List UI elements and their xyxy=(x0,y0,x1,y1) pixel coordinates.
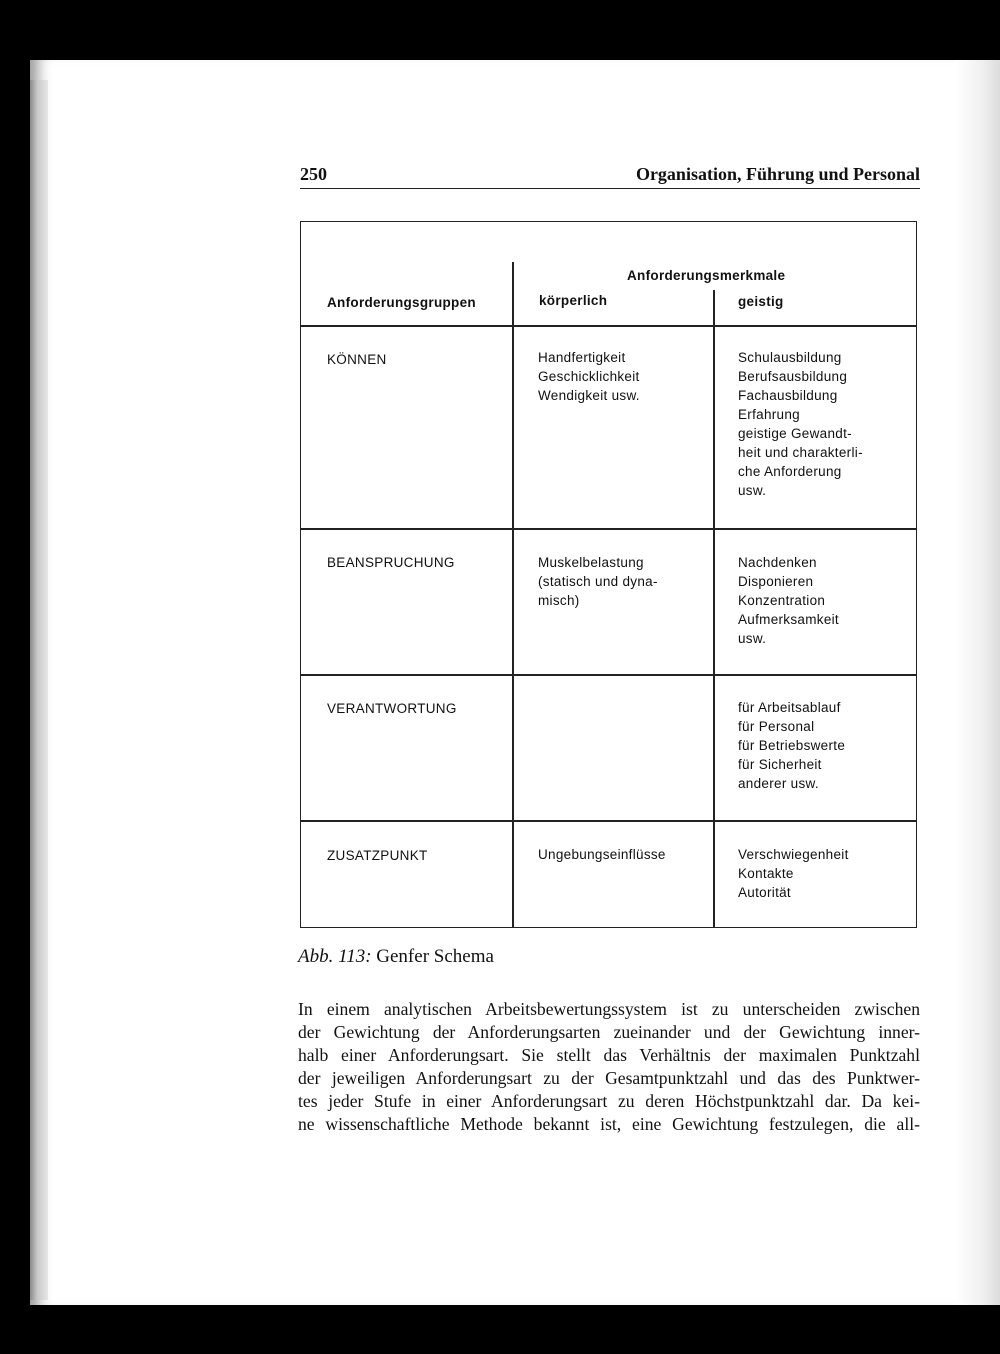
figure-caption xyxy=(298,946,494,968)
paragraph-line: ne wissenschaftliche Methode bekannt ist, eine Gewichtung festzulegen, die all- xyxy=(298,1114,920,1134)
row-koennen-koerperlich xyxy=(538,348,640,405)
running-header xyxy=(300,160,920,190)
paragraph-line: tes jeder Stufe in einer Anforderungsart zu deren Höchstpunktzahl dar. Da kei- xyxy=(298,1091,920,1111)
row-group-beanspruchung: BEANSPRUCHUNG xyxy=(327,555,455,570)
row-verantwortung-geistig xyxy=(738,698,845,793)
list-item: che Anforderung xyxy=(738,464,842,479)
list-item: anderer usw. xyxy=(738,776,819,791)
list-item: Handfertigkeit xyxy=(538,350,626,365)
list-item: Disponieren xyxy=(738,574,814,589)
list-item: Konzentration xyxy=(738,593,826,608)
list-item: Wendigkeit usw. xyxy=(538,388,640,403)
body-paragraph xyxy=(298,998,920,1136)
list-item: für Betriebswerte xyxy=(738,738,846,753)
page-number: 250 xyxy=(300,164,327,184)
list-item: Erfahrung xyxy=(738,407,800,422)
list-item: heit und charakterli- xyxy=(738,445,863,460)
row-group-verantwortung: VERANTWORTUNG xyxy=(327,701,457,716)
list-item: geistige Gewandt- xyxy=(738,426,852,441)
list-item: Aufmerksamkeit xyxy=(738,612,839,627)
row-beanspruchung-geistig xyxy=(738,553,839,648)
col-header-gruppen: Anforderungsgruppen xyxy=(327,295,476,310)
list-item: Nachdenken xyxy=(738,555,817,570)
row-divider-2 xyxy=(301,674,916,676)
paragraph-line: halb einer Anforderungsart. Sie stellt das Verhältnis der maximalen Punktzahl xyxy=(298,1045,920,1065)
running-title: Organisation, Führung und Personal xyxy=(635,164,920,184)
list-item: für Arbeitsablauf xyxy=(738,700,841,715)
list-item: usw. xyxy=(738,631,767,646)
list-item: Autorität xyxy=(738,885,791,900)
row-zusatzpunkt-koerperlich xyxy=(538,845,666,864)
list-item: Berufsausbildung xyxy=(738,369,848,384)
paragraph-line: der Gewichtung der Anforderungsarten zueinander und der Gewichtung inner- xyxy=(298,1022,920,1042)
col-group-header: Anforderungsmerkmale xyxy=(627,268,786,283)
list-item: Fachausbildung xyxy=(738,388,838,403)
list-item: für Sicherheit xyxy=(738,757,822,772)
list-item: für Personal xyxy=(738,719,815,734)
row-divider-3 xyxy=(301,820,916,822)
list-item: Verschwiegenheit xyxy=(738,847,849,862)
list-item: Ungebungseinflüsse xyxy=(538,847,666,862)
caption-label: Abb. 113: xyxy=(298,946,372,967)
col-header-koerperlich: körperlich xyxy=(539,293,608,308)
row-zusatzpunkt-geistig xyxy=(738,845,849,902)
list-item: Schulausbildung xyxy=(738,350,842,365)
genfer-schema-table xyxy=(300,221,917,928)
list-item: Kontakte xyxy=(738,866,794,881)
header-rule xyxy=(300,188,920,189)
list-item: Muskelbelastung xyxy=(538,555,644,570)
paragraph-line: der jeweiligen Anforderungsart zu der Gesamtpunktzahl und das des Punktwer- xyxy=(298,1068,920,1088)
page-right-edge xyxy=(955,60,1000,1305)
caption-text: Genfer Schema xyxy=(376,946,494,967)
row-beanspruchung-koerperlich xyxy=(538,553,658,610)
header-bottom-rule xyxy=(301,325,916,327)
page-stack-edge xyxy=(30,80,48,1300)
row-koennen-geistig xyxy=(738,348,863,500)
list-item: misch) xyxy=(538,593,580,608)
list-item: Geschicklichkeit xyxy=(538,369,640,384)
row-divider-1 xyxy=(301,528,916,530)
row-group-koennen: KÖNNEN xyxy=(327,352,387,367)
list-item: (statisch und dyna- xyxy=(538,574,658,589)
paragraph-line: In einem analytischen Arbeitsbewertungssystem ist zu unterscheiden zwischen xyxy=(298,999,920,1019)
list-item: usw. xyxy=(738,483,767,498)
col-divider-1 xyxy=(512,262,514,927)
col-divider-2 xyxy=(713,290,715,927)
col-header-geistig: geistig xyxy=(738,294,784,309)
row-group-zusatzpunkt: ZUSATZPUNKT xyxy=(327,848,428,863)
